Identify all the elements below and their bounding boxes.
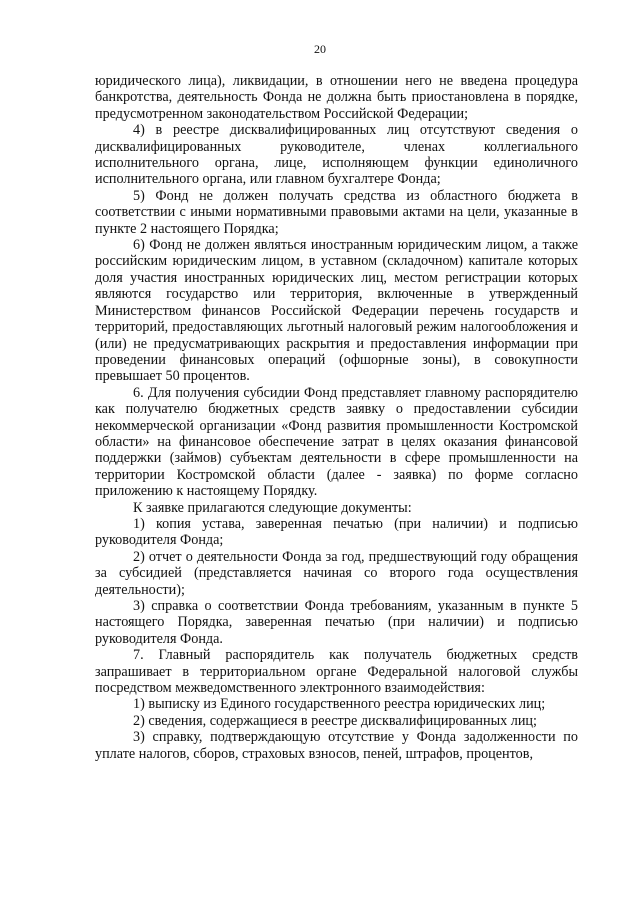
paragraph-section-7: 7. Главный распорядитель как получатель бюджетных средств запрашивает в территориальном органе Федеральной налоговой службы посредством межведомственного электронного взаимодействия: bbox=[95, 647, 578, 697]
paragraph-request-3: 3) справку, подтверждающую отсутствие у Фонда задолженности по уплате налогов, сборов, страховых взносов, пеней, штрафов, процентов, bbox=[95, 729, 578, 762]
paragraph-document-1: 1) копия устава, заверенная печатью (при наличии) и подписью руководителя Фонда; bbox=[95, 515, 578, 549]
paragraph-item-5: 5) Фонд не должен получать средства из областного бюджета в соответствии с иными нормативными правовыми актами на цели, указанные в пункте 2 настоящего Порядка; bbox=[95, 187, 578, 237]
paragraph-request-1: 1) выписку из Единого государственного реестра юридических лиц; bbox=[133, 696, 546, 713]
paragraph-item-4: 4) в реестре дисквалифицированных лиц отсутствуют сведения о дисквалифицированных руководителе, членах коллегиального исполнительного органа, лице, исполняющем функции единоличного исполнительного органа, или главном бухгалтере Фонда; bbox=[95, 122, 578, 188]
paragraph-document-3: 3) справка о соответствии Фонда требованиям, указанным в пункте 5 настоящего Порядка, заверенная печатью (при наличии) и подписью руководителя Фонда. bbox=[95, 598, 578, 647]
paragraph-request-2: 2) сведения, содержащиеся в реестре дисквалифицированных лиц; bbox=[133, 712, 537, 729]
page-number: 20 bbox=[314, 42, 326, 56]
paragraph-section-6: 6. Для получения субсидии Фонд представляет главному распорядителю как получателю бюджетных средств заявку о предоставлении субсидии некоммерческой организации «Фонд развития промышленности Костромской области» на финансовое обеспечение затрат в целях оказания финансовой поддержки (займов) субъектам деятельности в сфере промышленности на территории Костромской области (далее - заявка) по форме согласно приложению к настоящему Порядку. bbox=[95, 384, 578, 500]
paragraph-documents-intro: К заявке прилагаются следующие документы: bbox=[133, 499, 412, 516]
document-body bbox=[95, 73, 578, 762]
paragraph-document-2: 2) отчет о деятельности Фонда за год, предшествующий году обращения за субсидией (представляется начиная со второго года осуществления деятельности); bbox=[95, 548, 578, 598]
paragraph-continuation: юридического лица), ликвидации, в отношении него не введена процедура банкротства, деятельность Фонда не должна быть приостановлена в порядке, предусмотренном законодательством Российской Федерации; bbox=[95, 73, 578, 122]
paragraph-item-6: 6) Фонд не должен являться иностранным юридическим лицом, а также российским юридическим лицом, в уставном (складочном) капитале которых доля участия иностранных юридических лиц, местом регистрации которых являются государство или территория, включенные в утвержденный Министерством финансов Российской Федерации перечень государств и территорий, предоставляющих льготный налоговый режим налогообложения и (или) не предусматривающих раскрытия и предоставления информации при проведении финансовых операций (офшорные зоны), в совокупности превышает 50 процентов. bbox=[95, 237, 578, 385]
